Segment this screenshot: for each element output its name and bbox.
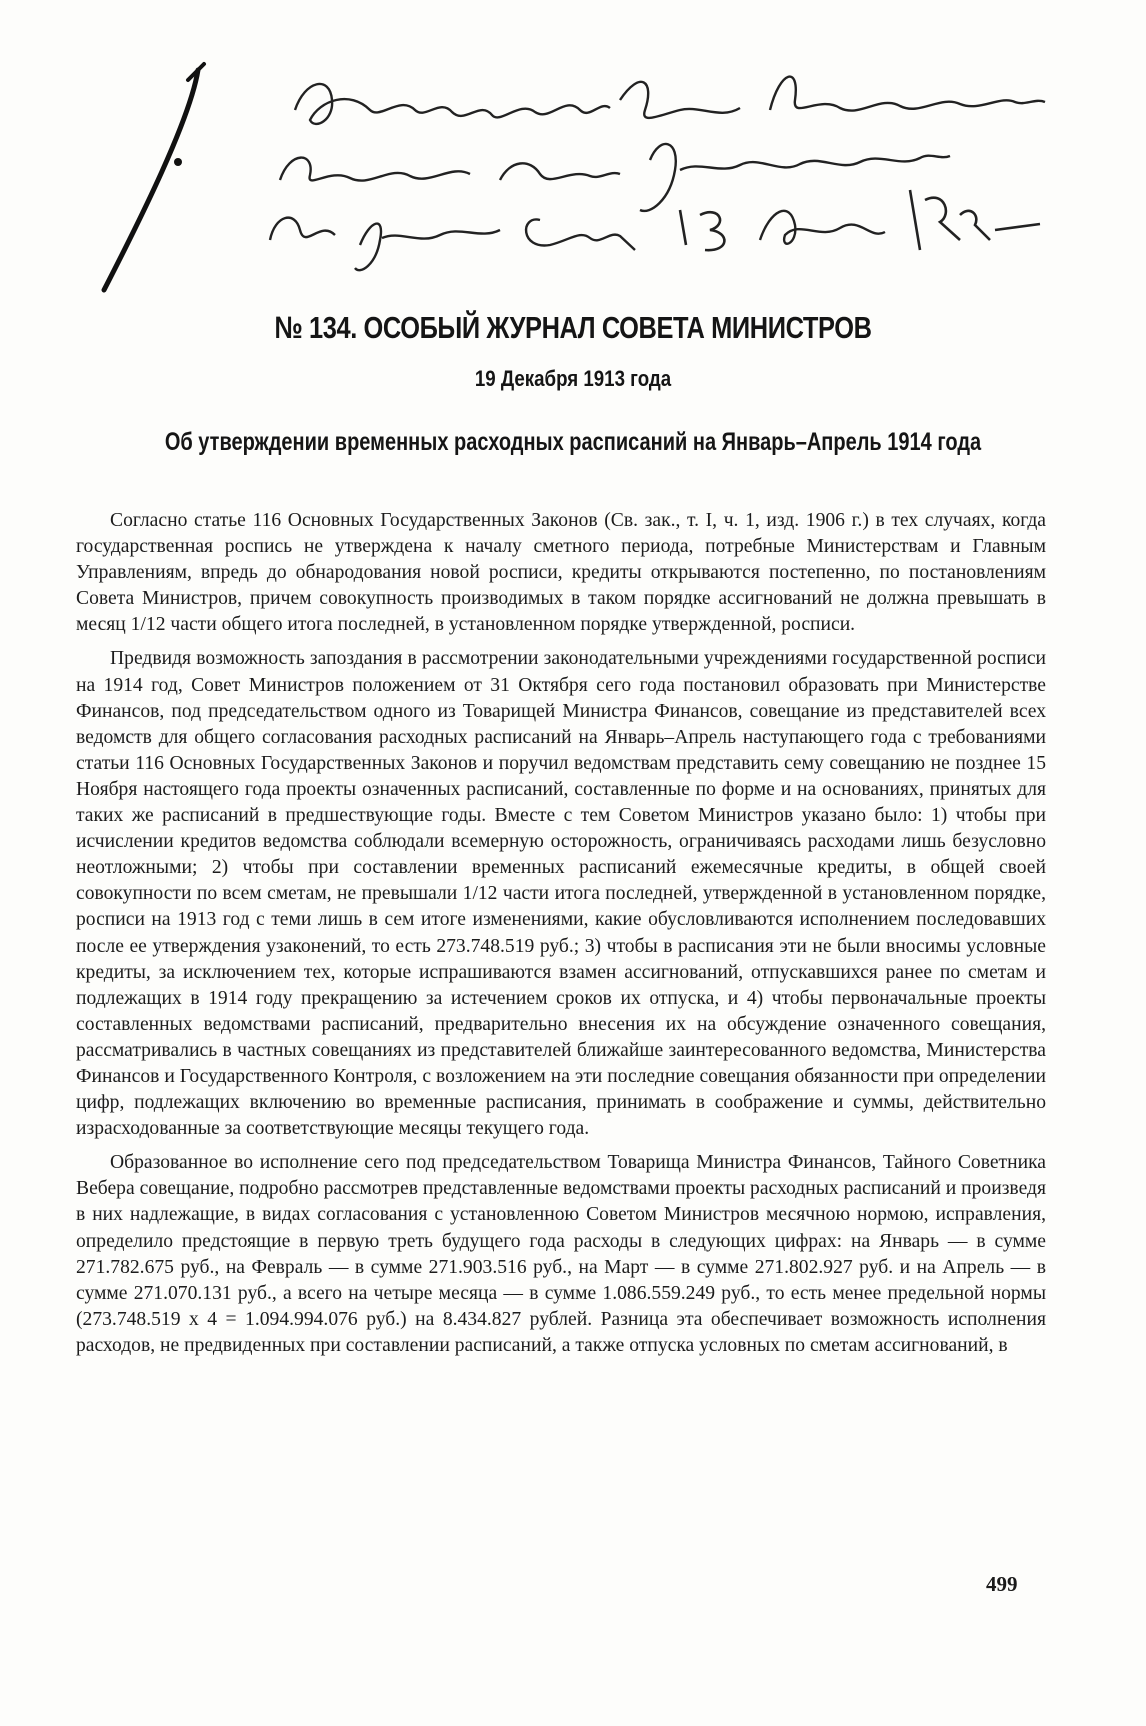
handwritten-resolution xyxy=(80,40,1070,300)
handwritten-signature-image xyxy=(80,40,1070,300)
document-body xyxy=(76,508,1046,1367)
document-date: 19 Декабря 1913 года xyxy=(474,366,672,391)
document-title: № 134. ОСОБЫЙ ЖУРНАЛ СОВЕТА МИНИСТРОВ xyxy=(274,310,872,345)
page-number: 499 xyxy=(986,1572,1018,1596)
paragraph-1: Согласно статье 116 Основных Государственных Законов (Св. зак., т. I, ч. 1, изд. 1906 г.) в тех случаях, когда государственная роспись не утверждена к началу сметного периода, потребные Министерствам и Главным Управлениям, впредь до обнародования новой росписи, кредиты открываются постепенно, по постановлениям Совета Министров, причем совокупность производимых в таком порядке ассигнований не должна превышать в месяц 1/12 части общего итога последней, в установленном порядке утвержденной, росписи. xyxy=(76,510,1046,636)
paragraph-2: Предвидя возможность запоздания в рассмотрении законодательными учреждениями государственной росписи на 1914 год, Совет Министров положением от 31 Октября сего года постановил образовать при Министерстве Финансов, под председательством одного из Товарищей Министра Финансов, совещание из представителей всех ведомств для общего согласования расходных расписаний на Январь–Апрель наступающего года с требованиями статьи 116 Основных Государственных Законов и поручил ведомствам представить сему совещанию не позднее 15 Ноября настоящего года проекты означенных расписаний, составленные по форме и на основаниях, принятых для таких же расписаний в предшествующие годы. Вместе с тем Советом Министров указано было: 1) чтобы при исчислении кредитов ведомства соблюдали всемерную осторожность, ограничиваясь расходами лишь безусловно неотложными; 2) чтобы при составлении временных расписаний ежемесячные кредиты, в общей своей совокупности по всем сметам, не превышали 1/12 части итога последней, утвержденной в установленном порядке, росписи на 1913 год с теми лишь в сем итоге изменениями, какие обусловливаются исполнением последовавших после ее утверждения узаконений, то есть 273.748.519 руб.; 3) чтобы в расписания эти не были вносимы условные кредиты, за исключением тех, которые испрашиваются взамен ассигнований, отпускавшихся ранее по сметам и подлежащих в 1914 году прекращению за истечением сроков их отпуска, и 4) чтобы первоначальные проекты составленных ведомствами расписаний, предварительно внесения их на обсуждение означенного совещания, рассматривались в частных совещаниях из представителей ближайше заинтересованного ведомства, Министерства Финансов и Государственного Контроля, с возложением на эти последние совещания обязанности при определении цифр, подлежащих включению во временные расписания, принимать в соображение и суммы, действительно израсходованные за соответствующие месяцы текущего года. xyxy=(76,648,1046,1140)
document-subject: Об утверждении временных расходных расписаний на Январь–Апрель 1914 года xyxy=(164,428,982,456)
paragraph-3: Образованное во исполнение сего под председательством Товарища Министра Финансов, Тайного Советника Вебера совещание, подробно рассмотрев представленные ведомствами проекты расходных расписаний и произведя в них надлежащие, в видах согласования с установленною Советом Министров месячною нормою, исправления, определило предстоящие в первую треть будущего года расходы в следующих цифрах: на Январь — в сумме 271.782.675 руб., на Февраль — в сумме 271.903.516 руб., на Март — в сумме 271.802.927 руб. и на Апрель — в сумме 271.070.131 руб., а всего на четыре месяца — в сумме 1.086.559.249 руб., то есть менее предельной нормы (273.748.519 х 4 = 1.094.994.076 руб.) на 8.434.827 рублей. Разница эта обеспечивает возможность исполнения расходов, не предвиденных при составлении расписаний, а также отпуска условных по сметам ассигнований, в xyxy=(76,1152,1046,1356)
